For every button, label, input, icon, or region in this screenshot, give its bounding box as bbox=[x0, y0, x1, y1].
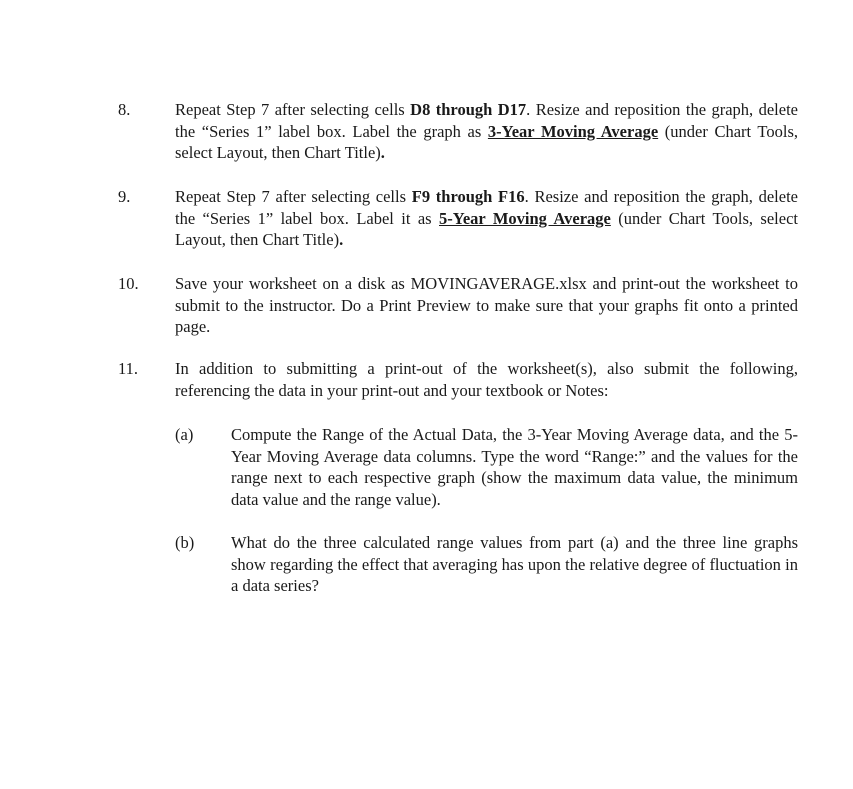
step-text bbox=[175, 186, 798, 251]
subitem-label: (b) bbox=[175, 533, 195, 552]
subitem-text: What do the three calculated range values from part (a) and the three line graphs show regarding the effect that averaging has upon the relative degree of fluctuation in a data series? bbox=[231, 533, 798, 595]
step-text: In addition to submitting a print-out of the worksheet(s), also submit the following, referencing the data in your print-out and your textbook or Notes: bbox=[175, 359, 798, 400]
step-text-part: Repeat Step 7 after selecting cells bbox=[175, 100, 411, 119]
step-9 bbox=[118, 186, 798, 251]
step-text-part: . Resize and reposition the graph, delete the “Series 1” label box. Label it as bbox=[175, 187, 798, 228]
step-11 bbox=[118, 358, 798, 401]
step-text-part: . bbox=[339, 230, 344, 249]
cell-range: F9 through F16 bbox=[411, 187, 525, 206]
chart-title-label: 3-Year Moving Average bbox=[487, 121, 659, 141]
step-text: Save your worksheet on a disk as MOVINGAVERAGE.xlsx and print-out the worksheet to submit to the instructor. Do a Print Preview to make sure that your graphs fit onto a printed page. bbox=[175, 274, 798, 336]
step-text bbox=[175, 99, 798, 164]
step-number: 11. bbox=[118, 359, 139, 378]
step-text-part: . Resize and reposition the graph, delete the “Series 1” label box. Label the graph as bbox=[175, 100, 798, 141]
subitem-text: Compute the Range of the Actual Data, the 3-Year Moving Average data, and the 5-Year Moving Average data columns. Type the word “Range:” and the values for the range next to each respective graph (show the maximum data value, the minimum data value and the range value). bbox=[231, 425, 798, 509]
subitem-a bbox=[175, 424, 798, 510]
chart-title-label: 5-Year Moving Average bbox=[439, 208, 611, 228]
step-text-part: (under Chart Tools, select Layout, then Chart Title) bbox=[175, 121, 798, 162]
cell-range: D8 through D17 bbox=[410, 100, 527, 119]
step-8 bbox=[118, 99, 798, 164]
step-10 bbox=[118, 273, 798, 338]
step-number: 10. bbox=[118, 274, 139, 293]
step-number: 9. bbox=[118, 187, 131, 206]
step-number: 8. bbox=[118, 100, 131, 119]
step-text-part: . bbox=[380, 143, 385, 162]
step-text-part: Repeat Step 7 after selecting cells bbox=[175, 187, 412, 206]
subitem-label: (a) bbox=[175, 425, 194, 444]
subitem-b bbox=[175, 532, 798, 597]
step-text-part: (under Chart Tools, select Layout, then Chart Title) bbox=[175, 208, 798, 249]
